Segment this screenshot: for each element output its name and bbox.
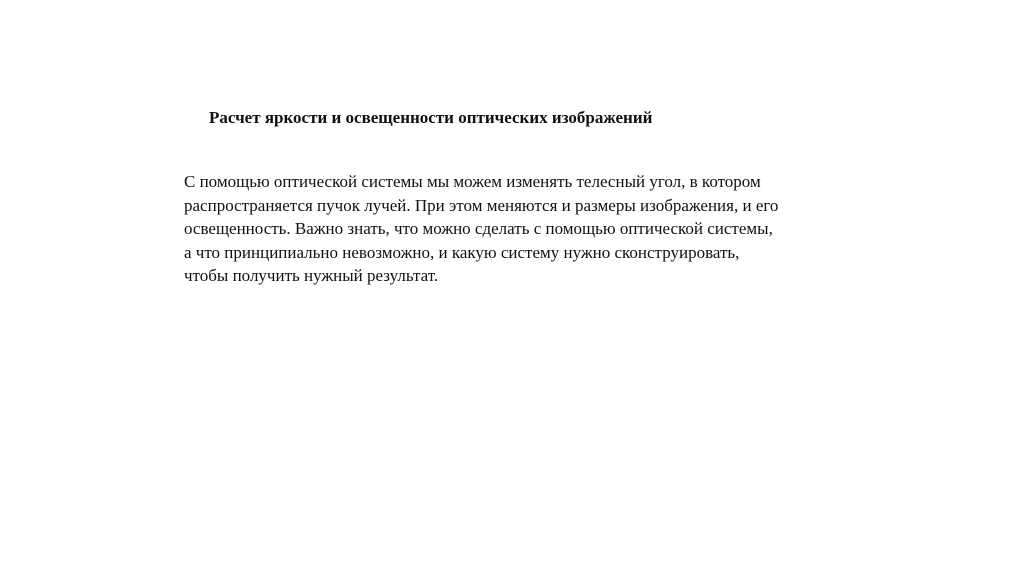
slide-paragraph xyxy=(184,170,884,288)
paragraph-line: распространяется пучок лучей. При этом меняются и размеры изображения, и его xyxy=(184,195,779,215)
paragraph-line: освещенность. Важно знать, что можно сделать с помощью оптической системы, xyxy=(184,219,773,238)
paragraph-line: С помощью оптической системы мы можем изменять телесный угол, в котором xyxy=(184,172,761,191)
slide-title: Расчет яркости и освещенности оптических изображений xyxy=(209,108,653,127)
paragraph-line: чтобы получить нужный результат. xyxy=(184,266,439,285)
paragraph-line: а что принципиально невозможно, и какую систему нужно сконструировать, xyxy=(184,242,740,262)
